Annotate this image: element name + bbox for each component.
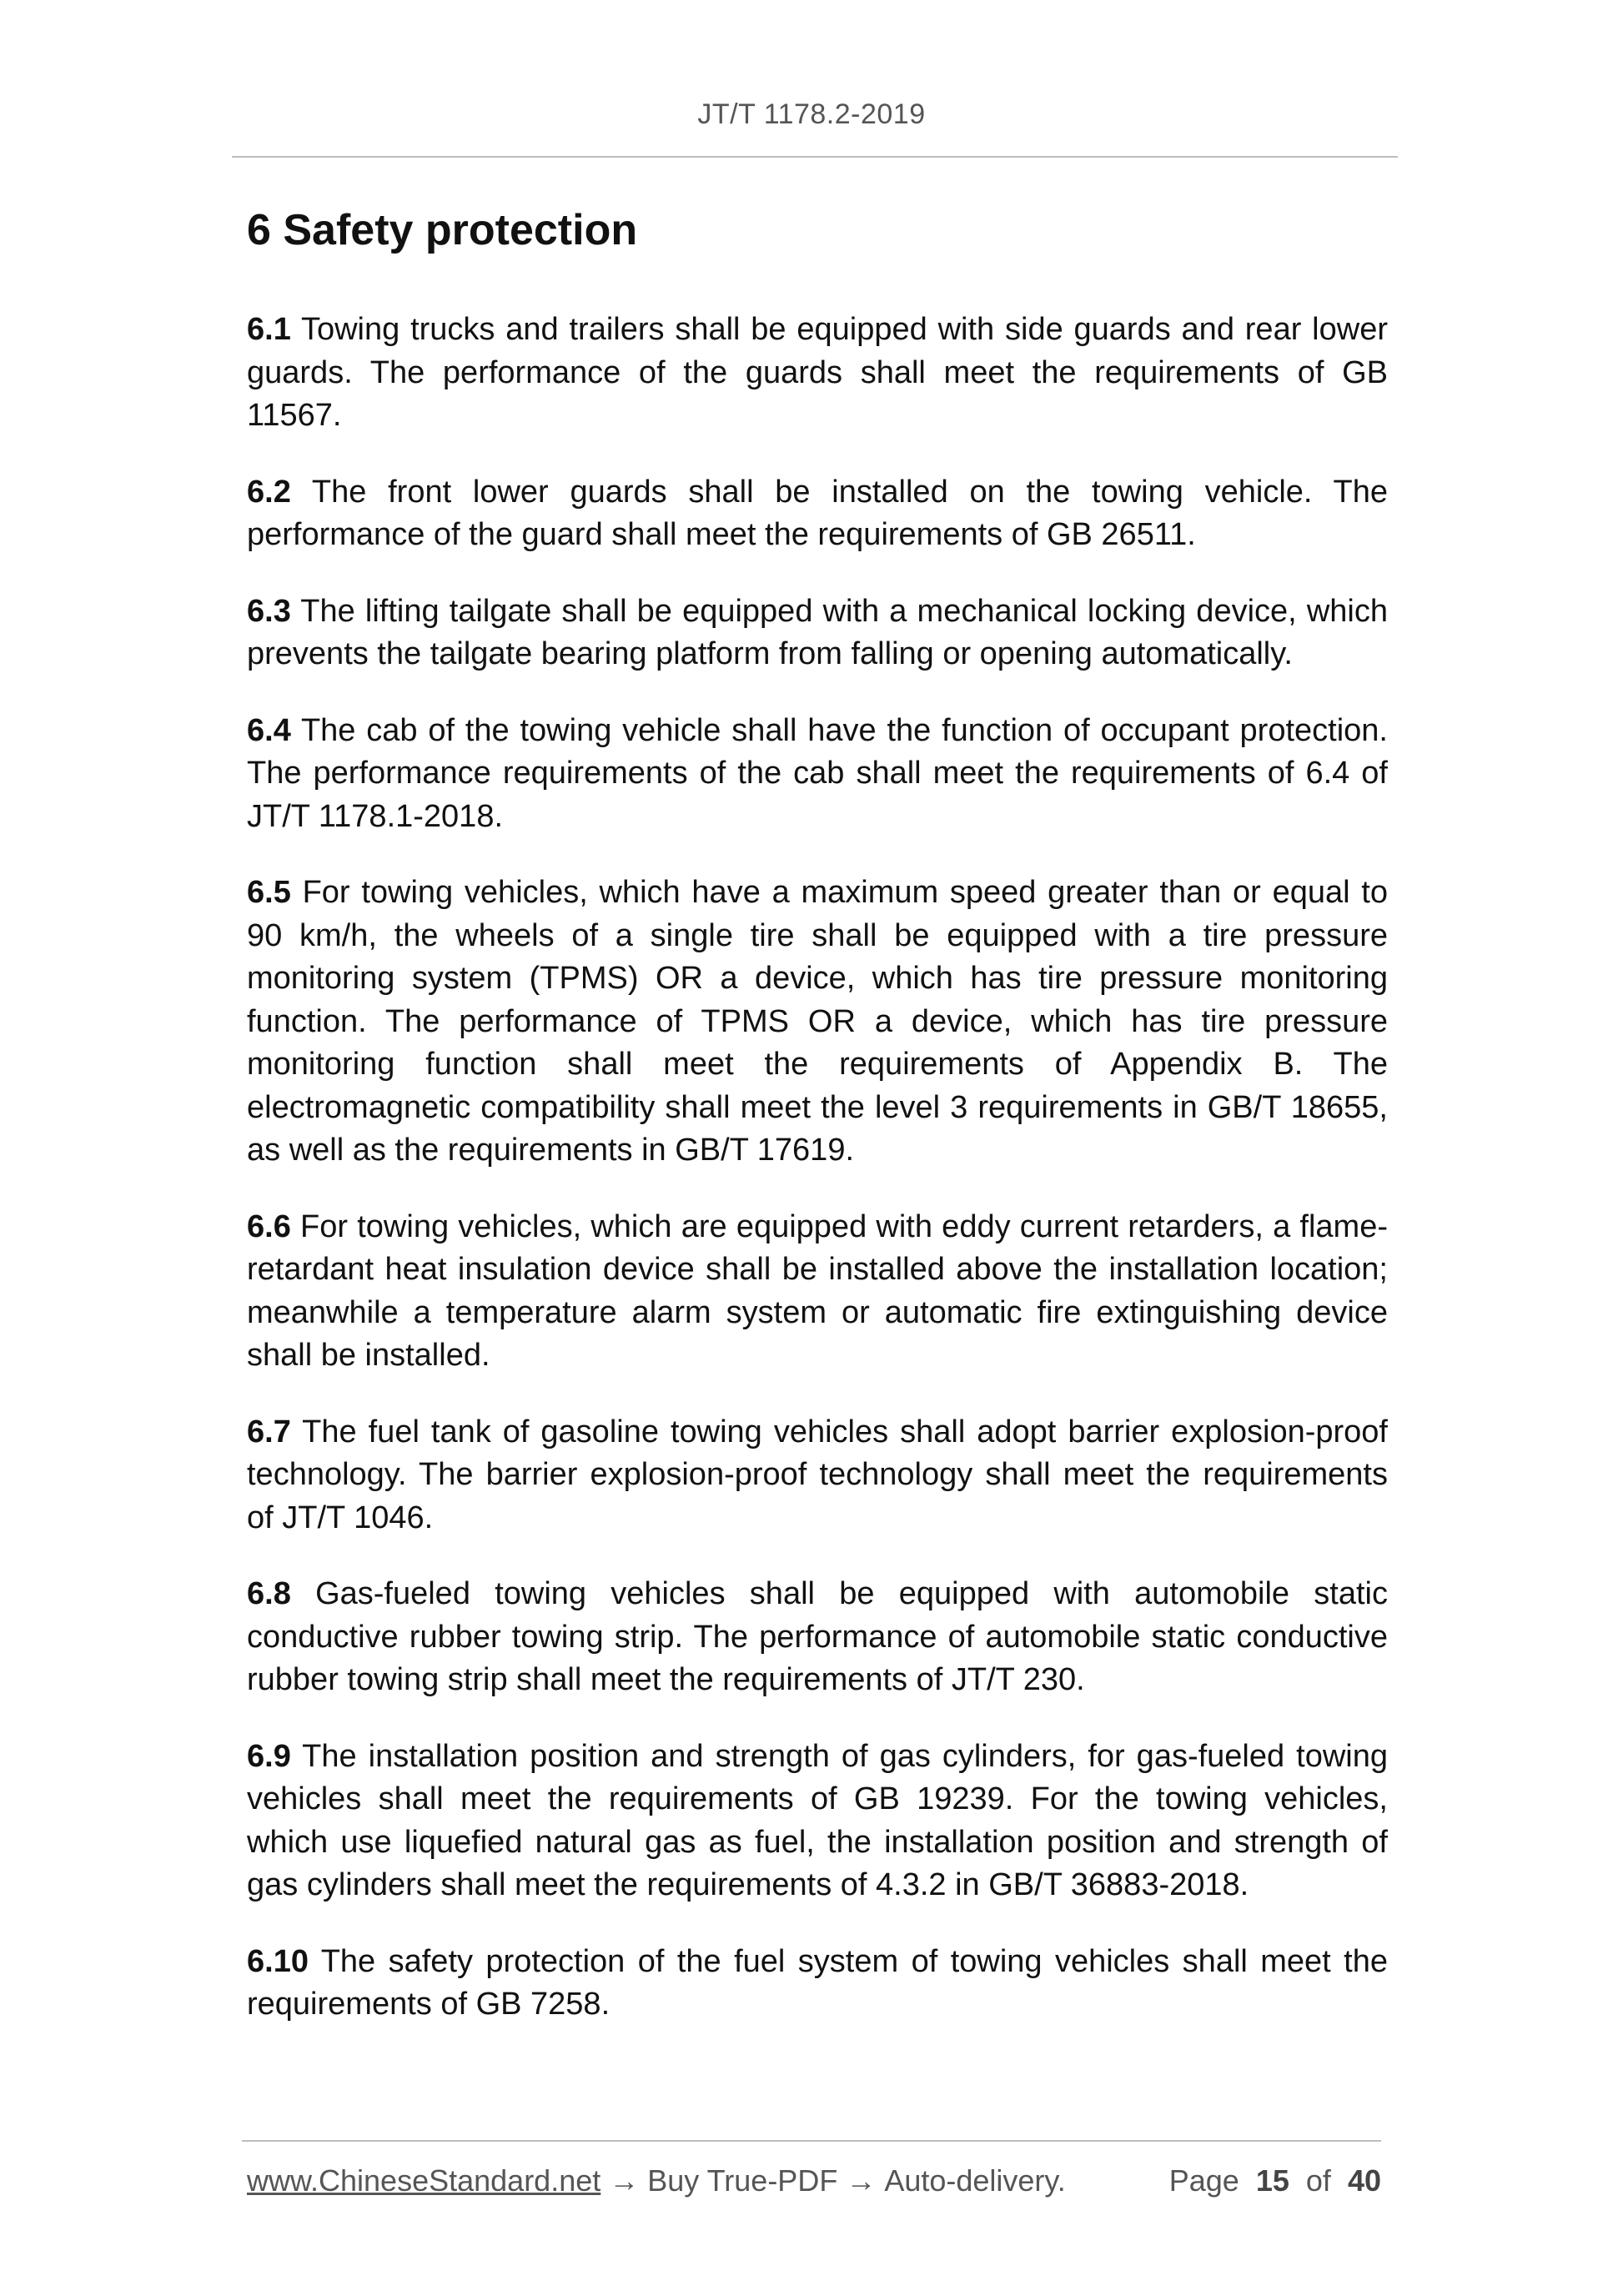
clause-number: 6.8 <box>247 1576 291 1611</box>
clause-6-7 <box>247 1411 1388 1540</box>
page-label: Page <box>1168 2163 1239 2198</box>
clause-number: 6.4 <box>247 712 291 748</box>
clause-6-3 <box>247 590 1388 676</box>
clause-list <box>247 309 1388 2060</box>
clause-number: 6.6 <box>247 1208 291 1244</box>
buy-pdf-text: Buy True-PDF <box>647 2163 838 2198</box>
clause-number: 6.5 <box>247 875 291 910</box>
clause-6-4 <box>247 710 1388 839</box>
page-current: 15 <box>1255 2163 1289 2198</box>
clause-6-5 <box>247 872 1388 1173</box>
clause-text: For towing vehicles, which have a maximum speed greater than or equal to 90 km/h, the wheels of a single tire shall be equipped with a tire pressure monitoring system (TPMS) OR a device, which has tire pressure monitoring function. The performance of TPMS OR a device, which has tire pressure monitoring function shall meet the requirements of Appendix B. The electromagnetic compatibility shall meet the level 3 requirements in GB/T 18655, as well as the requirements in GB/T 17619. <box>247 875 1388 1168</box>
page-of-label: of <box>1305 2163 1331 2198</box>
clause-number: 6.7 <box>247 1414 291 1449</box>
clause-6-9 <box>247 1736 1388 1907</box>
arrow-right-icon: → <box>609 2163 640 2198</box>
clause-6-6 <box>247 1206 1388 1378</box>
page-total: 40 <box>1347 2163 1381 2198</box>
clause-text: The lifting tailgate shall be equipped with a mechanical locking device, which prevents the tailgate bearing platform from falling or opening automatically. <box>247 593 1388 671</box>
footer-divider <box>242 2140 1381 2142</box>
clause-number: 6.10 <box>247 1943 309 1979</box>
clause-6-8 <box>247 1573 1388 1702</box>
clause-text: The installation position and strength of gas cylinders, for gas-fueled towing vehicles shall meet the requirements of GB 19239. For the towing vehicles, which use liquefied natural gas as fuel, the installation position and strength of gas cylinders shall meet the requirements of 4.3.2 in GB/T 36883-2018. <box>247 1738 1388 1902</box>
clause-text: The front lower guards shall be installed on the towing vehicle. The performance of the guard shall meet the requirements of GB 26511. <box>247 474 1388 552</box>
clause-text: The safety protection of the fuel system of towing vehicles shall meet the requirements of GB 7258. <box>247 1943 1388 2022</box>
clause-text: Gas-fueled towing vehicles shall be equipped with automobile static conductive rubber towing strip. The performance of automobile static conductive rubber towing strip shall meet the requirements of JT/T 230. <box>247 1576 1388 1697</box>
footer-promo <box>247 2163 1066 2198</box>
clause-text: The fuel tank of gasoline towing vehicles shall adopt barrier explosion-proof technology. The barrier explosion-proof technology shall meet the requirements of JT/T 1046. <box>247 1414 1388 1535</box>
arrow-right-icon: → <box>846 2163 877 2198</box>
clause-number: 6.9 <box>247 1738 291 1774</box>
clause-6-1 <box>247 309 1388 438</box>
clause-number: 6.2 <box>247 474 291 510</box>
clause-6-2 <box>247 471 1388 557</box>
header-divider <box>232 156 1398 158</box>
clause-6-10 <box>247 1941 1388 2027</box>
document-code: JT/T 1178.2-2019 <box>697 98 926 130</box>
clause-number: 6.1 <box>247 312 291 347</box>
section-title: 6 Safety protection <box>247 206 638 254</box>
clause-text: Towing trucks and trailers shall be equipped with side guards and rear lower guards. The performance of the guards shall meet the requirements of GB 11567. <box>247 312 1388 433</box>
auto-delivery-text: Auto-delivery. <box>884 2163 1066 2198</box>
clause-text: For towing vehicles, which are equipped with eddy current retarders, a flame-retardant heat insulation device shall be installed above the installation location; meanwhile a temperature alarm system or automatic fire extinguishing device shall be installed. <box>247 1208 1388 1373</box>
clause-text: The cab of the towing vehicle shall have the function of occupant protection. The performance requirements of the cab shall meet the requirements of 6.4 of JT/T 1178.1-2018. <box>247 712 1388 834</box>
page-indicator <box>1169 2163 1381 2198</box>
website-link[interactable]: www.ChineseStandard.net <box>247 2163 601 2198</box>
clause-number: 6.3 <box>247 593 291 629</box>
